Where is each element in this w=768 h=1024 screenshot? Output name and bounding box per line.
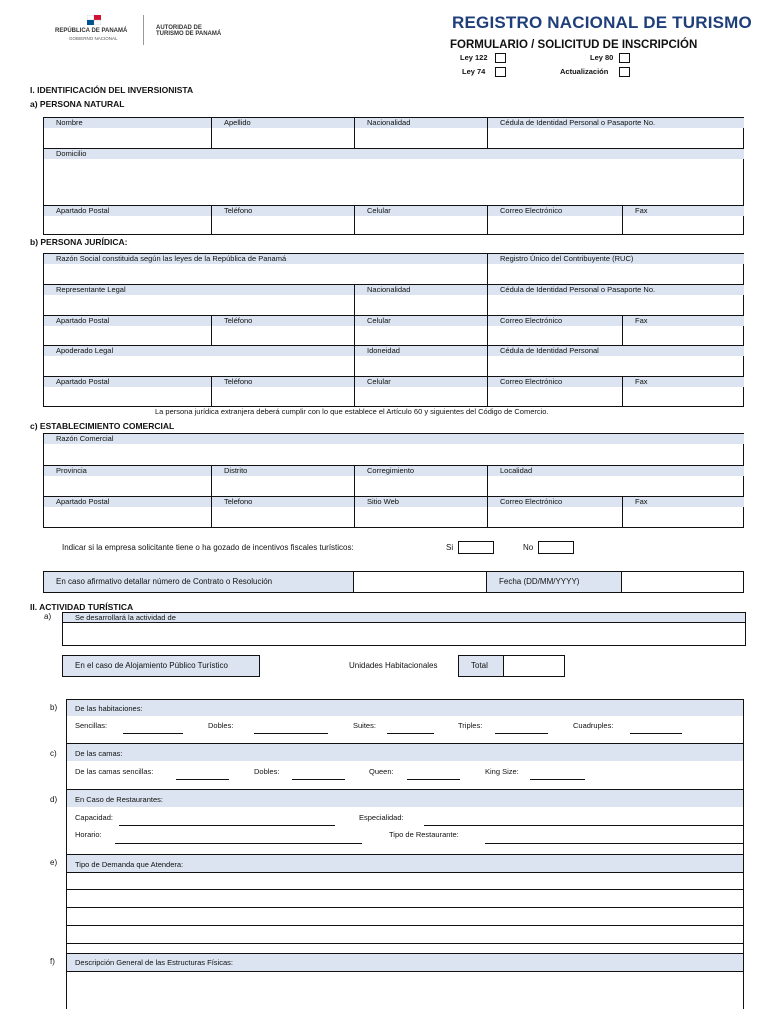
- form-title: REGISTRO NACIONAL DE TURISMO: [452, 13, 752, 32]
- cuadruples-input[interactable]: [630, 733, 682, 734]
- section1a-title: a) PERSONA NATURAL: [30, 99, 125, 109]
- panama-flag-icon: [87, 15, 101, 25]
- field-telefono2[interactable]: Teléfono: [211, 376, 354, 407]
- especialidad-input[interactable]: [424, 825, 744, 826]
- incentivos-si-box[interactable]: [458, 541, 494, 554]
- field-apartado2[interactable]: Apartado Postal: [44, 376, 211, 407]
- actividad-label: Se desarrollará la actividad de: [75, 613, 176, 622]
- sencillas-label: Sencillas:: [75, 721, 108, 730]
- demanda-head: Tipo de Demanda que Atendera:: [75, 860, 184, 869]
- demanda-line-2[interactable]: [67, 907, 743, 908]
- queen-input[interactable]: [407, 779, 460, 780]
- sencillas-input[interactable]: [123, 733, 183, 734]
- field-cedula-j[interactable]: Cédula de Identidad Personal o Pasaporte No.: [487, 284, 744, 315]
- field-razon-comercial[interactable]: Razón Comercial: [44, 434, 744, 465]
- field-correo[interactable]: Correo Electrónico: [487, 205, 622, 235]
- demanda-line-4[interactable]: [67, 943, 743, 944]
- field-cedula2[interactable]: Cédula de Identidad Personal: [487, 345, 744, 376]
- field-apartado-j[interactable]: Apartado Postal: [44, 315, 211, 345]
- camas-sencillas-label: De las camas sencillas:: [75, 767, 154, 776]
- section2e-letter: e): [50, 858, 58, 867]
- field-celular2[interactable]: Celular: [354, 376, 487, 407]
- dobles-input[interactable]: [254, 733, 328, 734]
- fecha-label-box: [486, 571, 622, 593]
- field-ruc[interactable]: Registro Único del Contribuyente (RUC): [487, 254, 744, 284]
- field-distrito[interactable]: Distrito: [211, 465, 354, 496]
- persona-juridica-note: La persona jurídica extranjera deberá cumplir con lo que establece el Artículo 60 y siguientes del Código de Comercio.: [155, 407, 549, 416]
- section1-title: I. IDENTIFICACIÓN DEL INVERSIONISTA: [30, 85, 194, 95]
- check-actualizacion[interactable]: [619, 67, 630, 77]
- section2c-letter: c): [50, 749, 57, 758]
- habitaciones-head: De las habitaciones:: [75, 704, 143, 713]
- contrato-input[interactable]: [353, 571, 487, 593]
- tipo-restaurante-label: Tipo de Restaurante:: [389, 830, 459, 839]
- field-apoderado[interactable]: Apoderado Legal: [44, 345, 354, 376]
- alojamiento-box: [62, 655, 260, 677]
- field-nombre[interactable]: Nombre: [44, 118, 211, 148]
- section2b-letter: b): [50, 703, 58, 712]
- field-cedula[interactable]: Cédula de Identidad Personal o Pasaporte No.: [487, 118, 744, 148]
- triples-label: Triples:: [458, 721, 483, 730]
- section1c-title: c) ESTABLECIMIENTO COMERCIAL: [30, 421, 175, 431]
- section2-title: II. ACTIVIDAD TURÍSTICA: [30, 602, 134, 612]
- field-apartado[interactable]: Apartado Postal: [44, 205, 211, 235]
- field-idoneidad[interactable]: Idoneidad: [354, 345, 487, 376]
- persona-natural-table: [43, 117, 744, 235]
- logo-divider: [143, 15, 144, 45]
- logo-republica-line1: REPÚBLICA DE PANAMÁ: [55, 28, 128, 34]
- check-ley122[interactable]: [495, 53, 506, 63]
- total-label-box: [458, 655, 504, 677]
- check-actualizacion-label: Actualización: [560, 67, 609, 76]
- camas-dobles-label: Dobles:: [254, 767, 280, 776]
- form-subtitle: FORMULARIO / SOLICITUD DE INSCRIPCIÓN: [450, 39, 698, 51]
- total-label: Total: [471, 661, 488, 670]
- camas-head: De las camas:: [75, 749, 123, 758]
- fecha-input[interactable]: [621, 571, 744, 593]
- field-representante[interactable]: Representante Legal: [44, 284, 354, 315]
- camas-sencillas-input[interactable]: [176, 779, 229, 780]
- field-corregimiento[interactable]: Corregimiento: [354, 465, 487, 496]
- field-apartado-c[interactable]: Apartado Postal: [44, 496, 211, 528]
- field-telefono[interactable]: Teléfono: [211, 205, 354, 235]
- incentivos-question: Indicar si la empresa solicitante tiene o ha gozado de incentivos fiscales turísticos:: [62, 543, 354, 552]
- field-nacionalidad[interactable]: Nacionalidad: [354, 118, 487, 148]
- horario-input[interactable]: [115, 843, 362, 844]
- field-nacionalidad-j[interactable]: Nacionalidad: [354, 284, 487, 315]
- king-input[interactable]: [530, 779, 585, 780]
- field-fax2[interactable]: Fax: [622, 376, 744, 407]
- field-correo-j[interactable]: Correo Electrónico: [487, 315, 622, 345]
- field-domicilio[interactable]: Domicilio: [44, 148, 744, 205]
- field-razon-social[interactable]: Razón Social constituida según las leyes de la República de Panamá: [44, 254, 487, 284]
- field-provincia[interactable]: Provincia: [44, 465, 211, 496]
- incentivos-no-box[interactable]: [538, 541, 574, 554]
- check-ley80[interactable]: [619, 53, 630, 63]
- restaurantes-head: En Caso de Restaurantes:: [75, 795, 163, 804]
- alojamiento-label: En el caso de Alojamiento Público Turístico: [75, 661, 228, 670]
- establecimiento-table: [43, 433, 744, 528]
- field-correo2[interactable]: Correo Electrónico: [487, 376, 622, 407]
- check-ley122-label: Ley 122: [460, 53, 488, 62]
- field-correo-c[interactable]: Correo Electrónico: [487, 496, 622, 528]
- total-input[interactable]: [503, 655, 565, 677]
- queen-label: Queen:: [369, 767, 394, 776]
- dobles-label: Dobles:: [208, 721, 234, 730]
- section2f-letter: f): [50, 957, 55, 966]
- check-ley74-label: Ley 74: [462, 67, 486, 76]
- logo-atp-line1: AUTORIDAD DE: [156, 25, 202, 31]
- cuadruples-label: Cuadruples:: [573, 721, 614, 730]
- section2d-letter: d): [50, 795, 58, 804]
- contrato-label: En caso afirmativo detallar número de Contrato o Resolución: [56, 577, 273, 586]
- tipo-restaurante-input[interactable]: [485, 843, 744, 844]
- section1b-title: b) PERSONA JURÍDICA:: [30, 237, 128, 247]
- field-apellido[interactable]: Apellido: [211, 118, 354, 148]
- contrato-label-box: [43, 571, 354, 593]
- king-label: King Size:: [485, 767, 519, 776]
- triples-input[interactable]: [495, 733, 548, 734]
- estructuras-head: Descripción General de las Estructuras Físicas:: [75, 958, 233, 967]
- field-telefono-c[interactable]: Telefono: [211, 496, 354, 528]
- field-localidad[interactable]: Localidad: [487, 465, 744, 496]
- field-fax[interactable]: Fax: [622, 205, 744, 235]
- logo-republica: [55, 15, 140, 45]
- fecha-label: Fecha (DD/MM/YYYY): [499, 577, 580, 586]
- demanda-line-1[interactable]: [67, 889, 743, 890]
- field-celular-j[interactable]: Celular: [354, 315, 487, 345]
- logo-atp-line2: TURISMO DE PANAMÁ: [156, 31, 222, 37]
- capacidad-label: Capacidad:: [75, 813, 113, 822]
- field-sitio-web[interactable]: Sitio Web: [354, 496, 487, 528]
- actividad-box[interactable]: [62, 612, 746, 646]
- check-ley74[interactable]: [495, 67, 506, 77]
- capacidad-input[interactable]: [119, 825, 335, 826]
- section2a-letter: a): [44, 612, 52, 621]
- horario-label: Horario:: [75, 830, 102, 839]
- suites-label: Suites:: [353, 721, 376, 730]
- especialidad-label: Especialidad:: [359, 813, 404, 822]
- logo-republica-line2: GOBIERNO NACIONAL: [69, 36, 118, 41]
- field-fax-j[interactable]: Fax: [622, 315, 744, 345]
- check-ley80-label: Ley 80: [590, 53, 614, 62]
- logo-atp: [156, 25, 221, 37]
- incentivos-si-label: Si: [446, 543, 454, 552]
- demanda-line-3[interactable]: [67, 925, 743, 926]
- camas-dobles-input[interactable]: [292, 779, 345, 780]
- actividad-details-box: [66, 699, 744, 1009]
- persona-juridica-table: [43, 253, 744, 407]
- field-telefono-j[interactable]: Teléfono: [211, 315, 354, 345]
- unidades-label: Unidades Habitacionales: [349, 661, 438, 670]
- incentivos-no-label: No: [523, 543, 534, 552]
- field-celular[interactable]: Celular: [354, 205, 487, 235]
- field-fax-c[interactable]: Fax: [622, 496, 744, 528]
- suites-input[interactable]: [387, 733, 434, 734]
